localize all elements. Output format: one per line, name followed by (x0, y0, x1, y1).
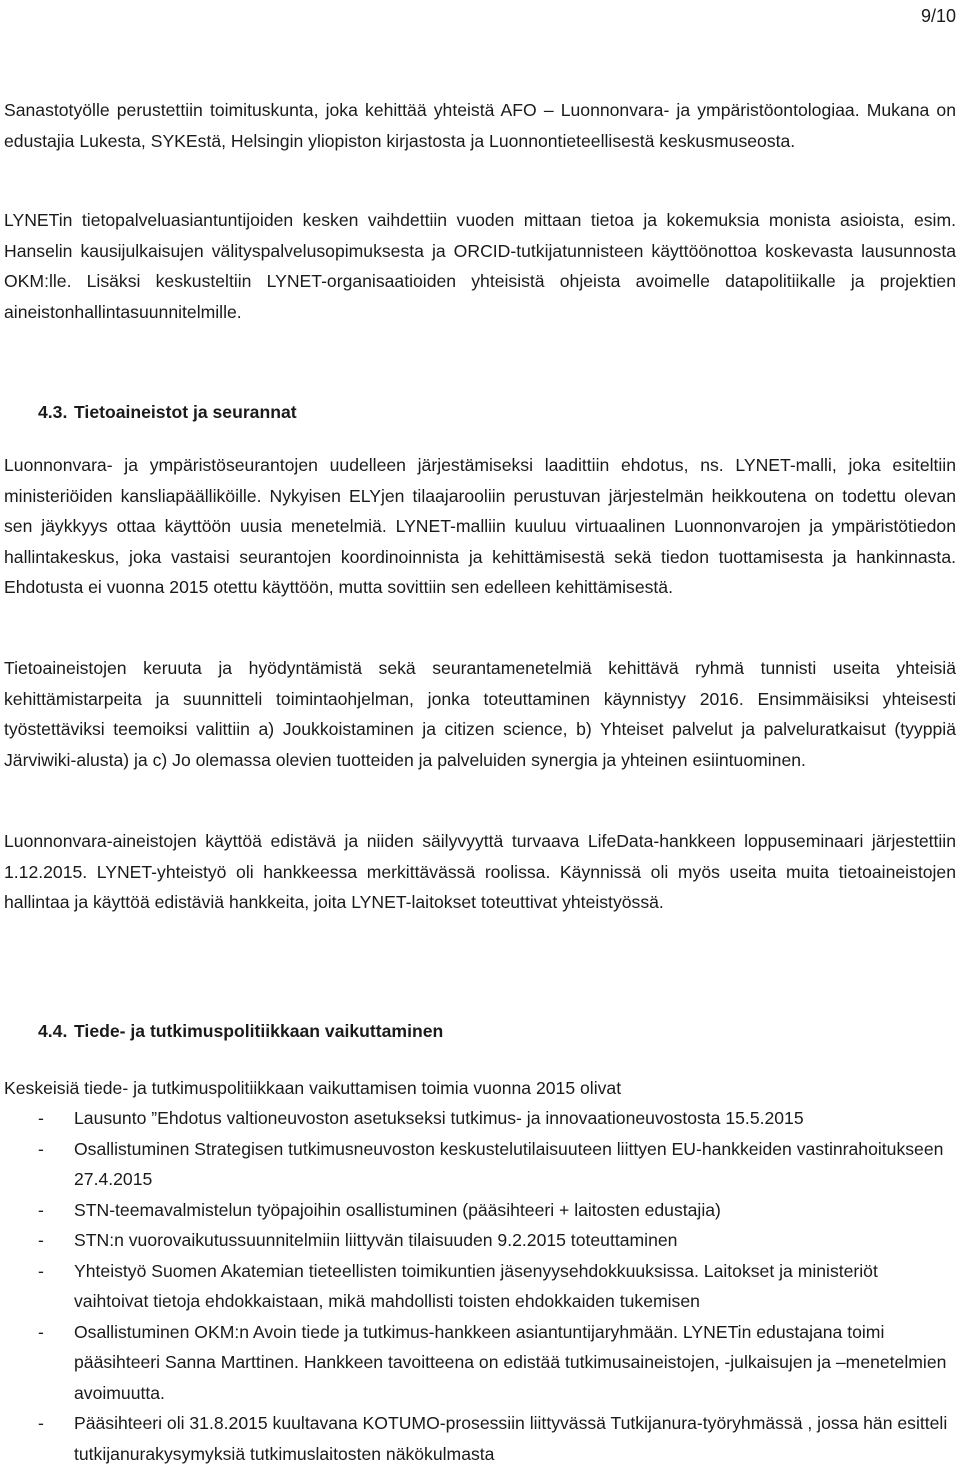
list-item (4, 1256, 956, 1317)
bullet-marker: - (38, 1138, 44, 1159)
paragraph-data-collection-group: Tietoaineistojen keruuta ja hyödyntämistä sekä seurantamenetelmiä kehittävä ryhmä tunnisti useita yhteisiä kehittämistarpeita ja suunnitteli toimintaohjelman, jonka toteuttaminen käynnistyy 2016. Ensimmäisiksi yhteisesti työstettäviksi teemoiksi valittiin a) Joukkoistaminen ja citizen science, b) Yhteiset palvelut ja palveluratkaisut (tyyppiä Järviwiki-alusta) ja c) Jo olemassa olevien tuotteiden ja palveluiden synergia ja yhteinen esiintuominen. (4, 658, 956, 770)
section-heading-4-4 (38, 1021, 443, 1042)
section-number: 4.4. (38, 1021, 68, 1041)
list-item-text: Lausunto ”Ehdotus valtioneuvoston asetukseksi tutkimus- ja innovaationeuvostosta 15.5.2015 (74, 1108, 804, 1128)
list-item (4, 1103, 956, 1134)
paragraph-science-policy-intro: Keskeisiä tiede- ja tutkimuspolitiikkaan vaikuttamisen toimia vuonna 2015 olivat (4, 1078, 622, 1098)
bullet-marker: - (38, 1260, 44, 1281)
list-item (4, 1408, 956, 1469)
list-item (4, 1317, 956, 1409)
section-title: Tietoaineistot ja seurannat (74, 402, 297, 422)
paragraph-vocabulary-work: Sanastotyölle perustettiin toimituskunta, joka kehittää yhteistä AFO – Luonnonvara- ja ympäristöontologiaa. Mukana on edustajia Lukesta, SYKEstä, Helsingin yliopiston kirjastosta ja Luonnontieteellisestä keskusmuseosta. (4, 100, 956, 151)
page-number: 9/10 (920, 6, 956, 26)
paragraph-info-service-experts: LYNETin tietopalveluasiantuntijoiden kesken vaihdettiin vuoden mittaan tietoa ja kokemuksia monista asioista, esim. Hanselin kausijulkaisujen välityspalvelusopimuksesta ja ORCID-tutkijatunnisteen käyttöönottoa koskevasta lausunnosta OKM:lle. Lisäksi keskusteltiin LYNET-organisaatioiden yhteisistä ohjeista avoimelle datapolitiikalle ja projektien aineistonhallintasuunnitelmille. (4, 210, 956, 322)
bullet-marker: - (38, 1321, 44, 1342)
bullet-marker: - (38, 1413, 44, 1433)
list-item (4, 1195, 956, 1226)
list-item-text: STN:n vuorovaikutussuunnitelmiin liittyvän tilaisuuden 9.2.2015 toteuttaminen (74, 1230, 678, 1250)
section-number: 4.3. (38, 402, 68, 422)
list-item-text: Osallistuminen OKM:n Avoin tiede ja tutkimus-hankkeen asiantuntijaryhmään. LYNETin edustajana toimi pääsihteeri Sanna Marttinen. Hankkeen tavoitteena on edistää tutkimusaineistojen, -julkaisujen ja –menetelmien avoimuutta. (74, 1321, 947, 1403)
section-heading-4-3 (38, 402, 297, 423)
list-item-text: Yhteistyö Suomen Akatemian tieteellisten toimikuntien jäsenyysehdokkuuksissa. Laitokset ja ministeriöt vaihtoivat tietoja ehdokkaistaan, mikä mahdollisti toisten ehdokkaiden tukemisen (74, 1260, 878, 1311)
science-policy-list (4, 1103, 956, 1469)
section-title: Tiede- ja tutkimuspolitiikkaan vaikuttaminen (74, 1021, 444, 1041)
list-item-text: Osallistuminen Strategisen tutkimusneuvoston keskustelutilaisuuteen liittyen EU-hankkeiden vastinrahoitukseen 27.4.2015 (74, 1138, 944, 1189)
bullet-marker: - (38, 1108, 44, 1128)
bullet-marker: - (38, 1230, 44, 1250)
paragraph-lifedata-project: Luonnonvara-aineistojen käyttöä edistävä ja niiden säilyvyyttä turvaava LifeData-hankkeen loppuseminaari järjestettiin 1.12.2015. LYNET-yhteistyö oli hankkeessa merkittävässä roolissa. Käynnissä oli myös useita muita tietoaineistojen hallintaa ja käyttöä edistäviä hankkeita, joita LYNET-laitokset toteuttivat yhteistyössä. (4, 831, 956, 912)
list-item-text: STN-teemavalmistelun työpajoihin osallistuminen (pääsihteeri + laitosten edustajia) (74, 1199, 721, 1220)
list-item-text: Pääsihteeri oli 31.8.2015 kuultavana KOTUMO-prosessiin liittyvässä Tutkijanura-työryhmässä , jossa hän esitteli tutkijanurakysymyksiä tutkimuslaitosten näkökulmasta (74, 1413, 948, 1464)
list-item (4, 1134, 956, 1195)
bullet-marker: - (38, 1199, 44, 1220)
list-item (4, 1225, 956, 1256)
paragraph-lynet-model: Luonnonvara- ja ympäristöseurantojen uudelleen järjestämiseksi laadittiin ehdotus, ns. LYNET-malli, joka esiteltiin ministeriöiden kansliapäälliköille. Nykyisen ELYjen tilaajarooliin perustuvan järjestelmän heikkoutena on todettu olevan sen jäykkyys ottaa käyttöön uusia menetelmiä. LYNET-malliin kuuluu virtuaalinen Luonnonvarojen ja ympäristötiedon hallintakeskus, joka vastaisi seurantojen koordinoinnista ja kehittämisestä sekä tiedon tuottamisesta ja hankinnasta. Ehdotusta ei vuonna 2015 otettu käyttöön, mutta sovittiin sen edelleen kehittämisestä. (4, 455, 956, 597)
